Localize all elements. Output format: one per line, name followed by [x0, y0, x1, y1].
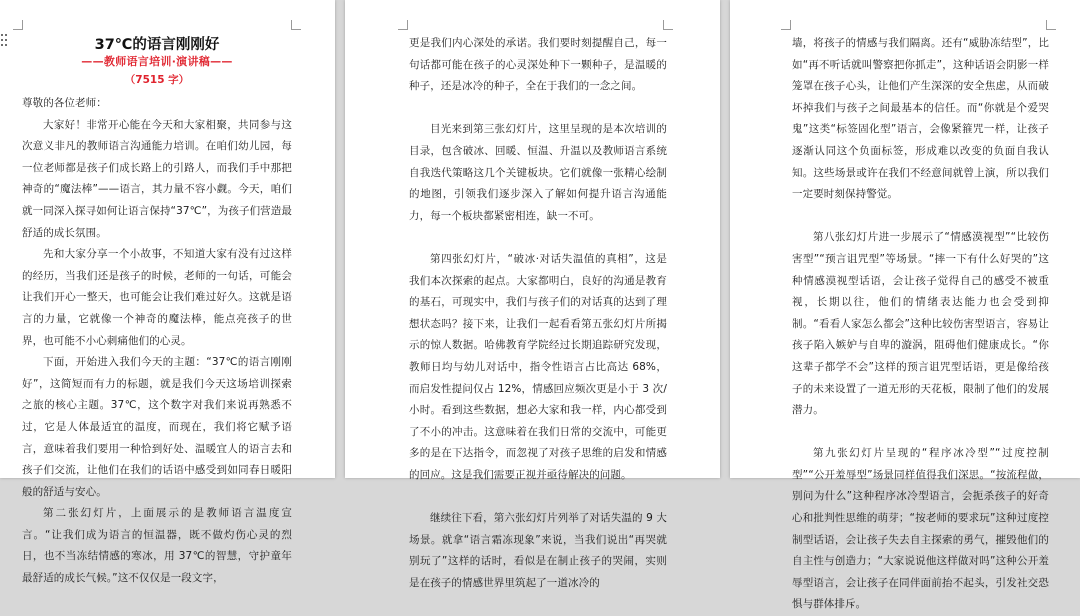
margin-marker-icon	[663, 20, 673, 30]
margin-marker-icon	[1046, 20, 1056, 30]
margin-marker-icon	[781, 20, 791, 30]
word-count: （7515 字）	[124, 74, 190, 86]
document-subtitle: ——教师语言培训·演讲稿——	[81, 55, 233, 68]
paragraph: 继续往下看，第六张幻灯片列举了对话失温的 9 大场景。就拿“语言霜冻现象”来说，当我们说出“再哭就别玩了”这样的话时，看似是在制止孩子的哭闹，实则是在孩子的情感世界里筑起了一道冰冷的	[409, 512, 667, 589]
margin-marker-icon	[291, 20, 301, 30]
document-page-1	[0, 0, 335, 585]
paragraph: 第九张幻灯片呈现的“程序冰冷型”“过度控制型”“公开羞辱型”场景同样值得我们深思。“按流程做，别问为什么”这种程序冰冷型语言，会扼杀孩子的好奇心和批判性思维的萌芽；“按老师的要求玩”这种过度控制型话语，会让孩子失去自主探索的勇气，摧毁他们的自主性与创造力；“大家说说他这样做对吗”这种公开羞辱型语言，会让孩子在同伴面前抬不起头，引发社交恐惧与群体排斥。	[792, 447, 1049, 611]
document-page-3	[730, 0, 1080, 611]
paragraph: 大家好！非常开心能在今天和大家相聚，共同参与这次意义非凡的教师语言沟通能力培训。在咱们幼儿园，每一位老师都是孩子们成长路上的引路人，而我们手中那把神奇的“魔法棒”——语言，其力量不容小觑。今天，咱们就一同深入探寻如何让语言保持“37℃”，为孩子们营造最舒适的成长氛围。	[22, 118, 292, 239]
paragraph: 墙，将孩子的情感与我们隔离。还有“威胁冻结型”，比如“再不听话就叫警察把你抓走”，这种话语会阴影一样笼罩在孩子心头，让他们产生深深的安全焦虑，从而破坏掉我们与孩子之间最基本的信任。而“你就是个爱哭鬼”这类“标签固化型”语言，会像紧箍咒一样，让孩子逐渐认同这个负面标签，形成难以改变的负面自我认知。这些场景或许在我们不经意间就曾上演，所以我们一定要时刻保持警觉。	[792, 37, 1049, 201]
drag-handle-icon[interactable]	[1, 34, 9, 47]
paragraph: 第四张幻灯片，“破冰·对话失温值的真相”，这是我们本次探索的起点。大家都明白，良好的沟通是教育的基石，可现实中，我们与孩子们的对话真的达到了理想状态吗？接下来，让我们一起看看第五张幻灯片所揭示的惊人数据。哈佛教育学院经过长期追踪研究发现，教师日均与幼儿对话中，指令性语言占比高达 68%，而启发性提问仅占 12%，情感回应频次更是小于 3 次/小时。看到这些数据，想必大家和我一样，内心都受到了不小的冲击。这意味着在我们日常的交流中，可能更多的是在下达指令，而忽视了对孩子思维的启发和情感的回应。这是我们需要正视并亟待解决的问题。	[409, 252, 667, 481]
paragraph: 第二张幻灯片，上面展示的是教师语言温度宣言。“让我们成为语言的恒温器，既不做灼伤心灵的烈日，也不当冻结情感的寒冰，用 37℃的智慧，守护童年最舒适的成长气候。”这不仅仅是一段文字，	[22, 507, 292, 585]
paragraph: 先和大家分享一个小故事，不知道大家有没有过这样的经历，当我们还是孩子的时候，老师的一句话，可能会让我们开心一整天，也可能会让我们难过好久。这就是语言的力量，它就像一个神奇的魔法棒，能点亮孩子的世界，也可能不小心刺痛他们的心灵。	[22, 248, 292, 347]
paragraph: 更是我们内心深处的承诺。我们要时刻提醒自己，每一句话都可能在孩子的心灵深处种下一颗种子，是温暖的种子，还是冰冷的种子，全在于我们的一念之间。	[409, 37, 667, 93]
paragraph: 第八张幻灯片进一步展示了“情感漠视型”“比较伤害型”“预言诅咒型”等场景。“摔一下有什么好哭的”这种情感漠视型话语，会让孩子觉得自己的感受不被重视，长期以往，他们的情绪表达能力也会受到抑制。“看看人家怎么都会”这种比较伤害型语言，容易让孩子陷入嫉妒与自卑的漩涡，阻碍他们健康成长。“你这辈子都学不会”这样的预言诅咒型话语，更是像给孩子的未来设置了一道无形的天花板，限制了他们的发展潜力。	[792, 231, 1049, 417]
paragraph: 下面，开始进入我们今天的主题：“37℃的语言刚刚好”，这简短而有力的标题，就是我们今天这场培训探索之旅的核心主题。37℃，这个数字对我们来说再熟悉不过，它是人体最适宜的温度，而现在，我们将它赋予语言，意味着我们要用一种恰到好处、温暖宜人的语言去和孩子们交流，让他们在我们的话语中感受到如同春日暖阳般的舒适与安心。	[22, 356, 292, 498]
paragraph: 目光来到第三张幻灯片，这里呈现的是本次培训的目录，包含破冰、回暖、恒温、升温以及教师语言系统自我迭代策略这几个关键板块。它们就像一张精心绘制的地图，引领我们逐步深入了解如何提升语言沟通能力，每一个板块都紧密相连，缺一不可。	[409, 123, 667, 222]
margin-marker-icon	[13, 20, 23, 30]
page-3-body	[792, 33, 1049, 616]
page-2-body	[409, 33, 667, 594]
document-title: 37℃的语言刚刚好	[94, 37, 220, 53]
document-page-2	[345, 0, 720, 589]
page-1-body	[22, 93, 292, 590]
margin-marker-icon	[398, 20, 408, 30]
salutation: 尊敬的各位老师：	[22, 97, 107, 109]
